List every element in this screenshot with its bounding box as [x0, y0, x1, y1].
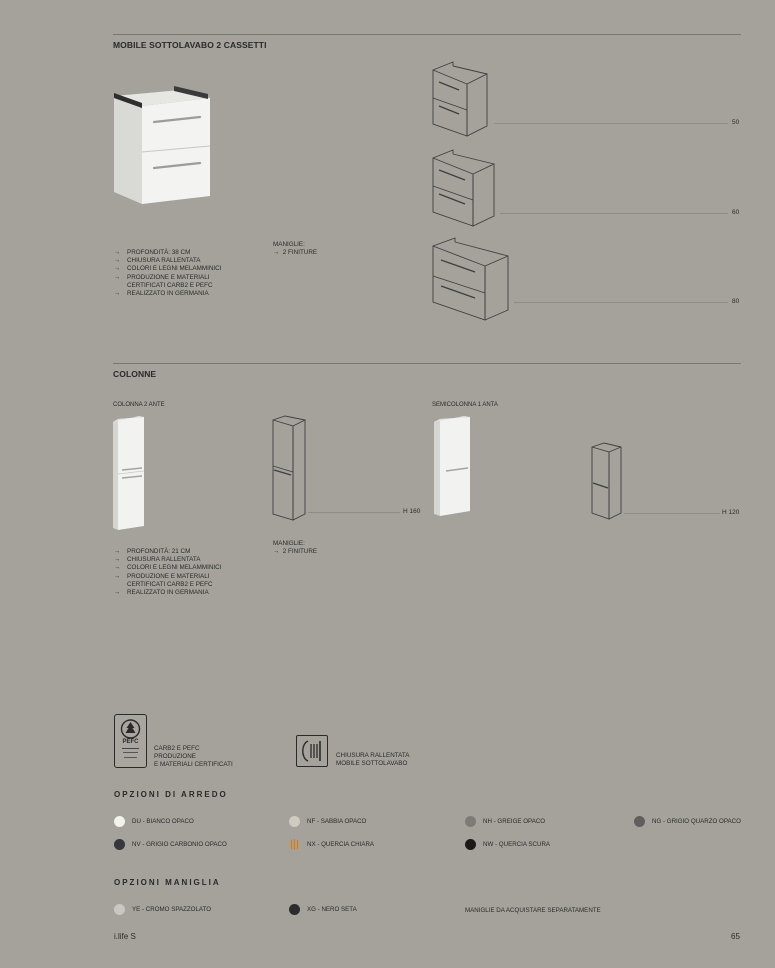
vanity-line-drawing-80: [431, 236, 513, 322]
swatch-ng[interactable]: NG - GRIGIO QUARZO OPACO: [634, 816, 741, 827]
handles-title: MANIGLIE:: [273, 540, 305, 547]
pefc-badge: [114, 714, 147, 768]
handle-options-title: OPZIONI MANIGLIA: [114, 878, 221, 887]
color-dot: [289, 816, 300, 827]
swatch-xg[interactable]: XG - NERO SETA: [289, 904, 357, 915]
swatch-ye[interactable]: YE - CROMO SPAZZOLATO: [114, 904, 211, 915]
arrow-right-icon: →: [114, 564, 121, 572]
arrow-right-icon: →: [114, 249, 121, 256]
color-dot: [114, 839, 125, 850]
dimension-label-h120: H 120: [722, 509, 740, 516]
dimension-label-h160: H 160: [403, 508, 421, 515]
arrow-right-icon: →: [273, 249, 280, 256]
half-column-1-door-title: SEMICOLONNA 1 ANTA: [432, 402, 498, 408]
soft-close-caption: CHIUSURA RALLENTATA MOBILE SOTTOLAVABO: [336, 752, 410, 767]
color-dot: [465, 816, 476, 827]
feature-item: → CHIUSURA RALLENTATA: [114, 257, 201, 265]
dimension-label-80: 80: [732, 298, 740, 305]
footer-brand: i.life S: [114, 932, 136, 941]
arrow-right-icon: →: [114, 265, 121, 273]
handles-value: → 2 FINITURE: [273, 249, 318, 256]
color-dot: [465, 839, 476, 850]
pefc-caption: CARB2 E PEFC PRODUZIONE E MATERIALI CERTIFICATI: [154, 745, 233, 768]
dimension-line-80: [514, 302, 728, 303]
color-dot: [114, 904, 125, 915]
swatch-nw[interactable]: NW - QUERCIA SCURA: [465, 839, 550, 850]
half-column-render: [430, 416, 474, 520]
pefc-logo-text: PEFC: [122, 739, 139, 745]
vanity-features-list: [114, 249, 221, 298]
tall-column-line-drawing: [271, 414, 309, 524]
feature-item: → PRODUZIONE E MATERIALI CERTIFICATI CARB2 E PEFC: [114, 273, 213, 289]
swatch-nv[interactable]: NV - GRIGIO CARBONIO OPACO: [114, 839, 227, 850]
arrow-right-icon: →: [114, 257, 121, 265]
furniture-options-title: OPZIONI DI ARREDO: [114, 790, 228, 799]
arrow-right-icon: →: [114, 572, 121, 580]
dimension-label-50: 50: [732, 119, 740, 126]
vanity-line-drawing-60: [431, 148, 499, 230]
feature-item: → COLORI E LEGNI MELAMMINICI: [114, 265, 222, 273]
dimension-line-h160: [308, 512, 400, 513]
arrow-right-icon: →: [114, 589, 121, 597]
swatch-nh[interactable]: NH - GREIGE OPACO: [465, 816, 545, 827]
handles-value: → 2 FINITURE: [273, 548, 318, 555]
dimension-line-60: [500, 213, 728, 214]
soft-close-badge: [296, 735, 328, 767]
feature-item: → COLORI E LEGNI MELAMMINICI: [114, 564, 222, 572]
handles-note: MANIGLIE DA ACQUISTARE SEPARATAMENTE: [465, 907, 601, 914]
swatch-nx[interactable]: NX - QUERCIA CHIARA: [289, 839, 374, 850]
half-column-line-drawing: [590, 441, 624, 521]
feature-item: → REALIZZATO IN GERMANIA: [114, 290, 209, 298]
section-divider: [113, 363, 741, 364]
section-divider: [113, 34, 741, 35]
feature-item: → CHIUSURA RALLENTATA: [114, 556, 201, 564]
section-title-columns: COLONNE: [113, 369, 157, 379]
dimension-line-50: [494, 123, 728, 124]
arrow-right-icon: →: [114, 556, 121, 564]
vanity-line-drawing-50: [431, 60, 493, 140]
feature-item: → PROFONDITÀ: 38 CM: [114, 249, 191, 256]
feature-item: → PROFONDITÀ: 21 CM: [114, 548, 191, 555]
vanity-unit-render: [108, 80, 218, 212]
color-dot: [289, 904, 300, 915]
swatch-du[interactable]: DU - BIANCO OPACO: [114, 816, 194, 827]
arrow-right-icon: →: [114, 548, 121, 555]
arrow-right-icon: →: [273, 548, 280, 555]
handles-title: MANIGLIE:: [273, 241, 305, 248]
feature-item: → PRODUZIONE E MATERIALI CERTIFICATI CARB2 E PEFC: [114, 572, 213, 588]
wood-texture-dot: [289, 839, 300, 850]
section-title-vanity: MOBILE SOTTOLAVABO 2 CASSETTI: [113, 40, 267, 50]
feature-item: → REALIZZATO IN GERMANIA: [114, 589, 209, 597]
arrow-right-icon: →: [114, 290, 121, 298]
color-dot: [634, 816, 645, 827]
dimension-label-60: 60: [732, 209, 740, 216]
swatch-nf[interactable]: NF - SABBIA OPACO: [289, 816, 366, 827]
arrow-right-icon: →: [114, 273, 121, 281]
column-2-doors-title: COLONNA 2 ANTE: [113, 402, 165, 408]
tall-column-render: [110, 416, 150, 532]
page-number: 65: [731, 932, 740, 941]
column-features-list: [114, 548, 221, 597]
color-dot: [114, 816, 125, 827]
dimension-line-h120: [624, 513, 720, 514]
soft-close-icon: [297, 736, 327, 766]
